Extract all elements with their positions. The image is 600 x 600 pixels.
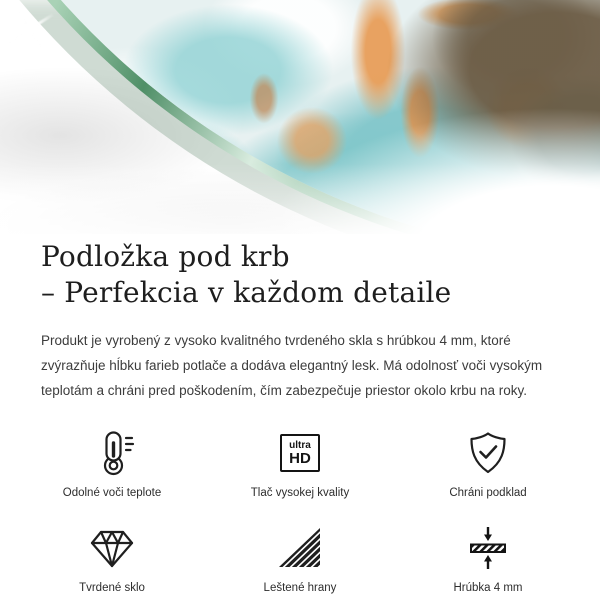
ultra-hd-icon xyxy=(280,428,320,478)
feature-label: Hrúbka 4 mm xyxy=(453,582,523,594)
product-info-section xyxy=(0,239,600,403)
feature-protects-surface xyxy=(394,428,582,499)
ultra-hd-text-top: ultra xyxy=(289,439,311,451)
product-description: Produkt je vyrobený z vysoko kvalitného tvrdeného skla s hrúbkou 4 mm, ktoré zvýrazňuje hĺbku farieb potlače a dodáva elegantný lesk. Má odolnosť voči vysokým teplotám a chráni pred poškodením, čím zabezpečuje priestor okolo krbu na roky. xyxy=(41,333,543,398)
feature-heat-resistant xyxy=(18,428,206,499)
feature-tempered-glass xyxy=(18,523,206,594)
polished-edges-icon xyxy=(276,523,324,573)
feature-thickness xyxy=(394,523,582,594)
features-grid xyxy=(0,428,600,594)
feature-polished-edges xyxy=(206,523,394,594)
hero-product-image xyxy=(0,0,600,234)
thickness-icon xyxy=(464,523,512,573)
feature-label: Leštené hrany xyxy=(263,582,337,594)
feature-label: Odolné voči teplote xyxy=(62,487,162,499)
feature-label: Chráni podklad xyxy=(449,487,527,499)
feature-print-quality xyxy=(206,428,394,499)
ultra-hd-text-bottom: HD xyxy=(289,449,311,467)
feature-label: Tlač vysokej kvality xyxy=(250,487,350,499)
page-title xyxy=(41,239,559,311)
feature-label: Tvrdené sklo xyxy=(79,582,145,594)
shield-check-icon xyxy=(464,428,512,478)
hero-white-fade xyxy=(0,0,600,234)
thermometer-icon xyxy=(88,428,136,478)
diamond-icon xyxy=(88,523,136,573)
title-line-2: – Perfekcia v každom detaile xyxy=(41,276,452,309)
title-line-1: Podložka pod krb xyxy=(41,240,290,273)
